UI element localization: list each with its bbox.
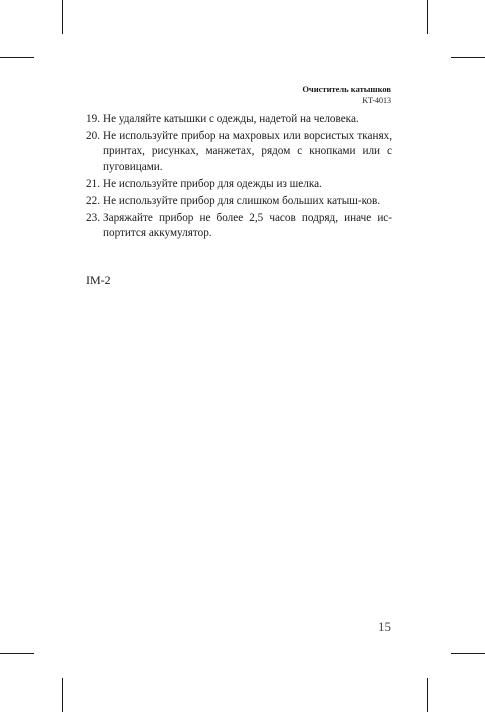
list-item-text: Не удаляйте катышки с одежды, надетой на человека. — [103, 113, 359, 125]
list-item — [86, 112, 392, 127]
crop-mark-left-bottom — [0, 653, 34, 654]
crop-mark-bottom-left — [62, 678, 63, 712]
list-item-number: 23. — [86, 212, 100, 225]
list-item-text: Не используйте прибор для одежды из шелка. — [103, 177, 322, 190]
safety-list — [86, 112, 392, 244]
list-item-text: Заряжайте прибор не более 2,5 часов подряд, иначе ис-портится аккумулятор. — [103, 212, 392, 240]
page-number: 15 — [378, 619, 391, 634]
crop-mark-left-top — [0, 57, 34, 58]
list-item-number: 21. — [86, 177, 100, 190]
header-title: Очиститель катышков — [302, 84, 391, 94]
list-item — [86, 129, 392, 175]
list-item-number: 22. — [86, 195, 100, 208]
document-code: IM-2 — [86, 273, 111, 287]
list-item-number: 20. — [86, 130, 100, 143]
list-item-text: Не используйте прибор для слишком больших катыш-ков. — [103, 195, 381, 208]
list-item-number: 19. — [86, 113, 100, 125]
list-item-text: Не используйте прибор на махровых или ворсистых тканях, принтах, рисунках, манжетах, рядом с кнопками или с пуговицами. — [103, 130, 392, 173]
crop-mark-top-left — [62, 0, 63, 34]
list-item — [86, 194, 392, 209]
crop-mark-right-bottom — [451, 653, 485, 654]
crop-mark-top-right — [427, 0, 428, 34]
crop-mark-right-top — [451, 57, 485, 58]
list-item — [86, 211, 392, 241]
crop-mark-bottom-right — [427, 678, 428, 712]
list-item — [86, 177, 392, 192]
running-header — [302, 83, 391, 107]
header-model: KT-4013 — [362, 96, 391, 105]
